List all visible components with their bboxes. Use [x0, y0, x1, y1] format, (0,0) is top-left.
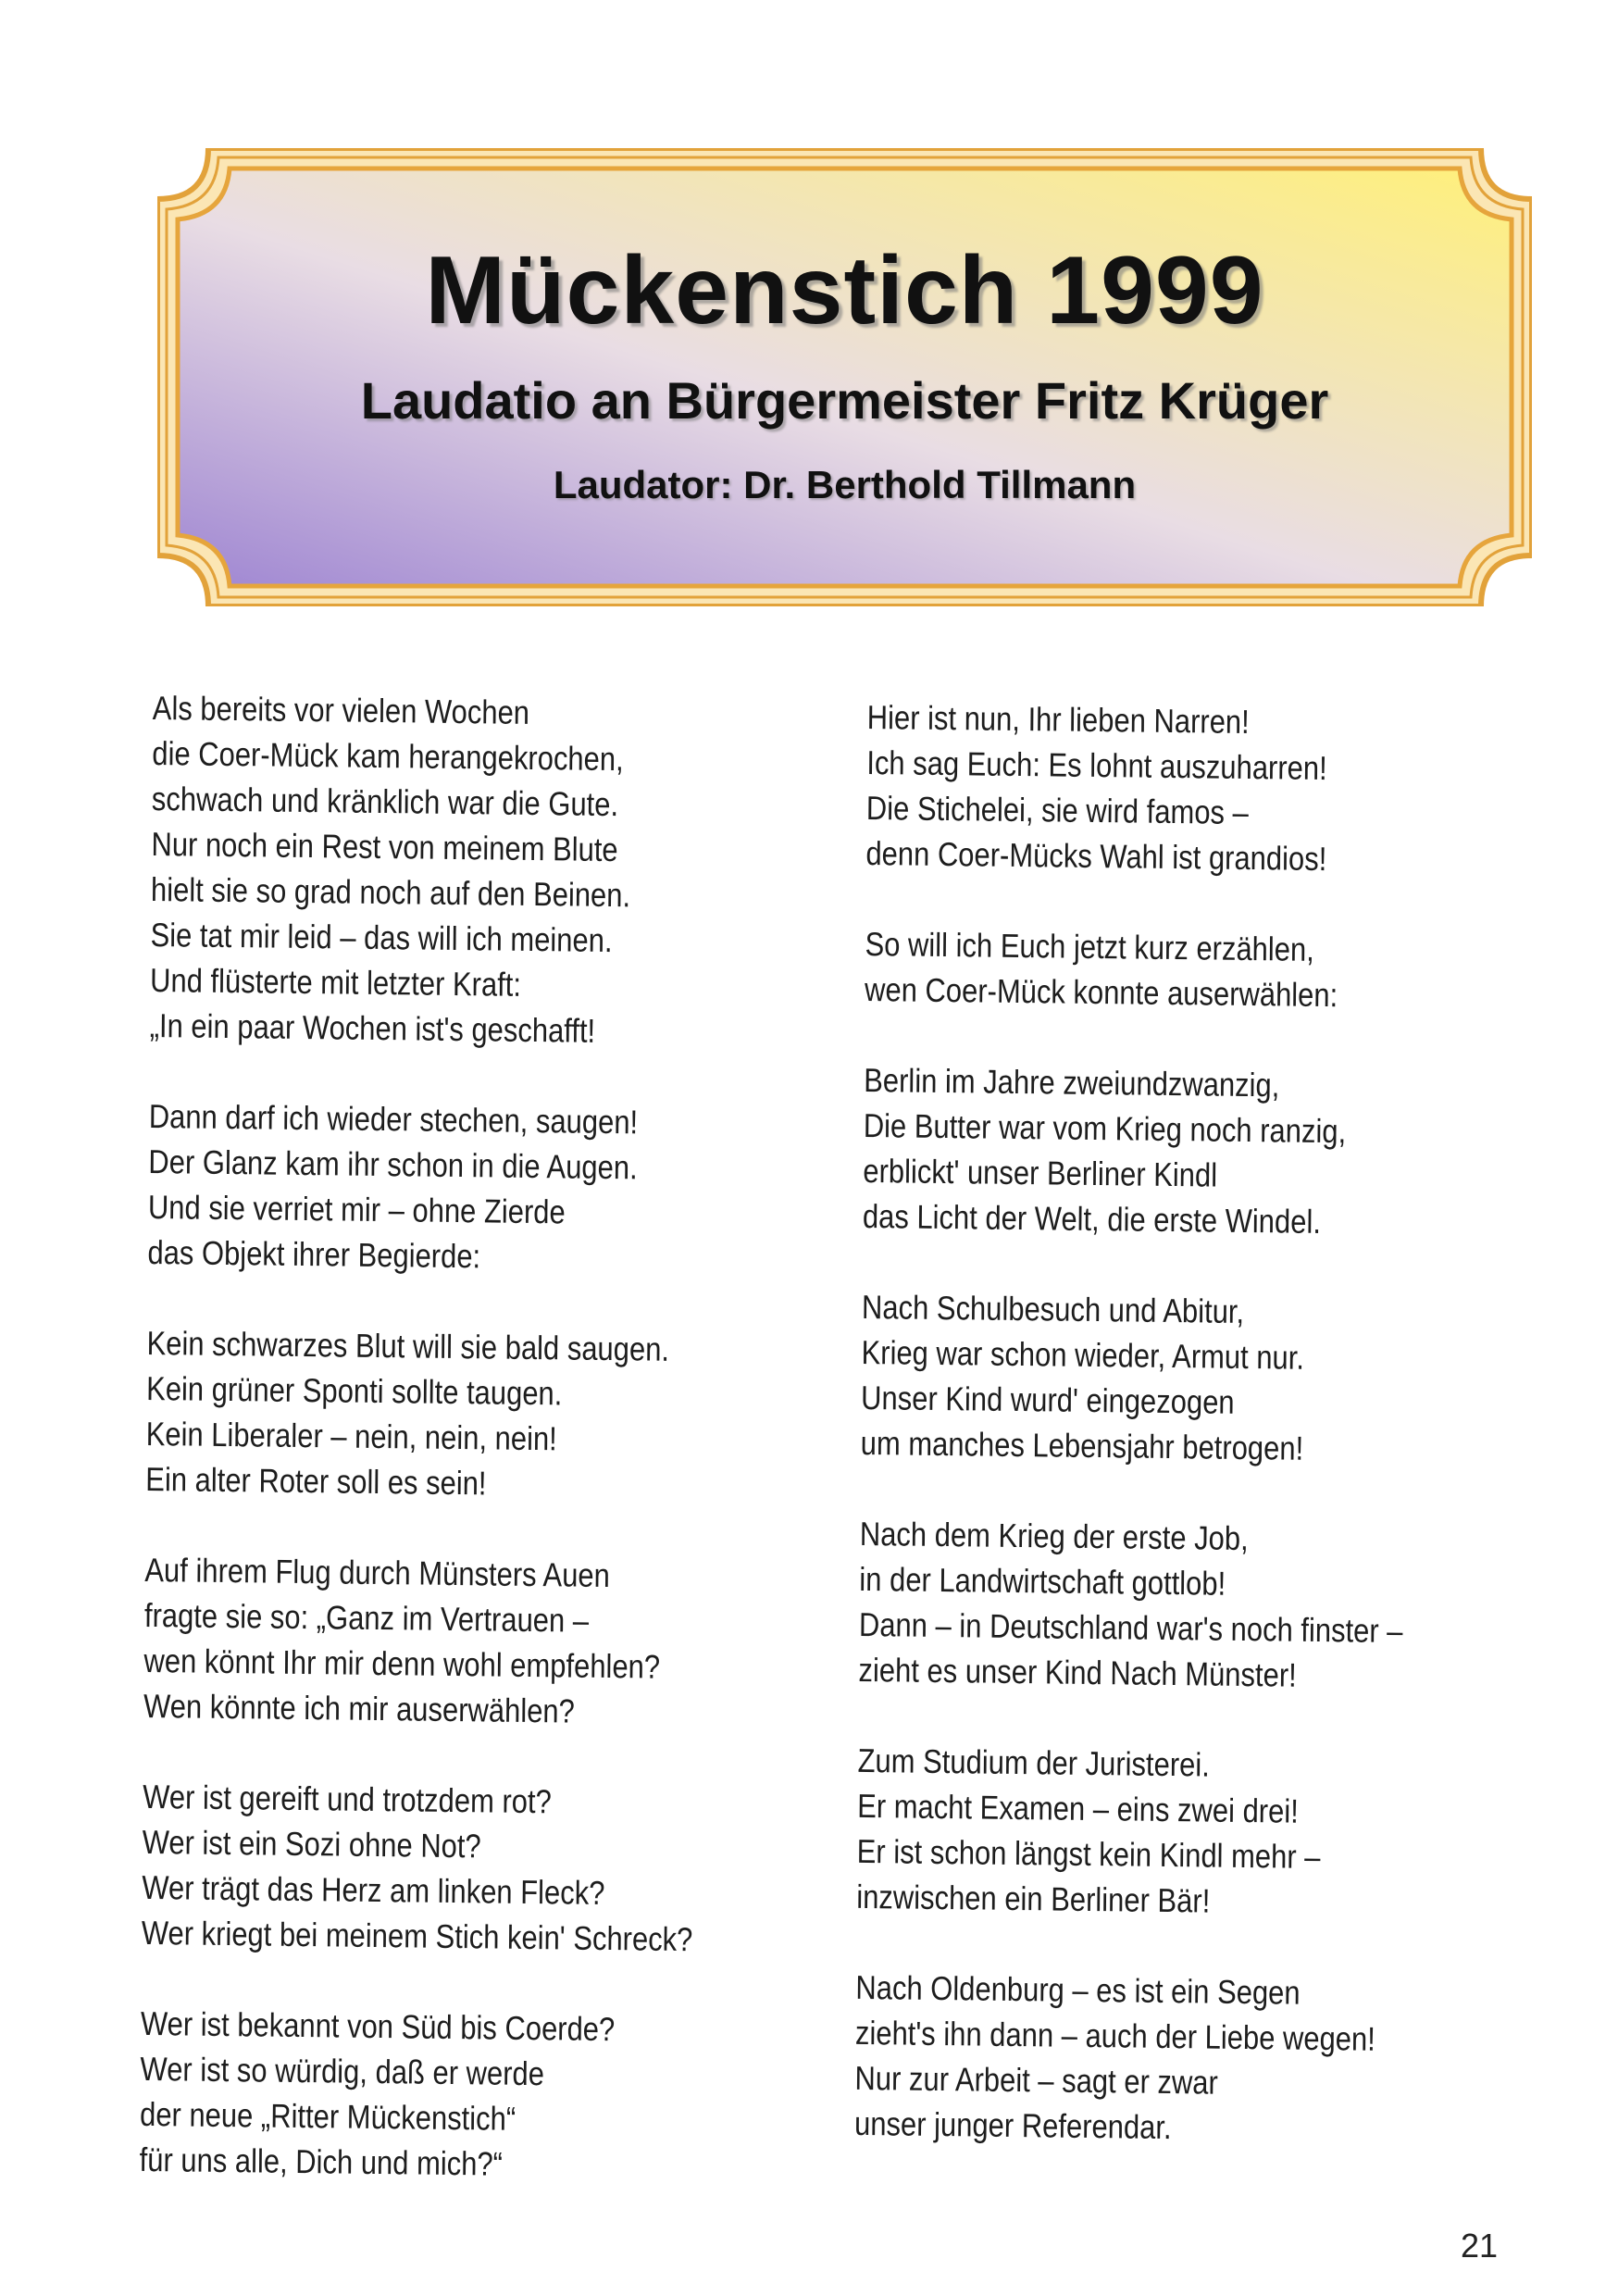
- poem-line: Kein grüner Sponti sollte taugen.: [145, 1368, 563, 1413]
- poem-line: erblickt' unser Berliner Kindl: [863, 1151, 1218, 1194]
- poem-line: das Licht der Welt, die erste Windel.: [862, 1196, 1322, 1241]
- poem-line: Nach Schulbesuch und Abitur,: [861, 1287, 1245, 1330]
- stanza: [856, 1738, 1431, 1927]
- poem-line: denn Coer-Mücks Wahl ist grandios!: [865, 833, 1327, 879]
- poem-line: Wen könnte ich mir auserwählen?: [143, 1686, 576, 1730]
- stanza: [145, 1320, 720, 1509]
- stanza: [139, 2001, 714, 2190]
- stanza: [863, 1057, 1438, 1246]
- poem-line: Als bereits vor vielen Wochen: [152, 688, 530, 731]
- title-banner: [157, 148, 1532, 606]
- poem-line: Die Butter war vom Krieg noch ranzig,: [863, 1105, 1347, 1151]
- poem-line: Ein alter Roter soll es sein!: [145, 1459, 487, 1503]
- poem-line: das Objekt ihrer Begierde:: [147, 1232, 481, 1276]
- poem-line: Nur zur Arbeit – sagt er zwar: [854, 2058, 1219, 2102]
- poem-line: „In ein paar Wochen ist's geschafft!: [149, 1005, 596, 1050]
- poem-line: Dann – in Deutschland war's noch finster –: [858, 1604, 1403, 1651]
- poem-line: der neue „Ritter Mückenstich“: [139, 2094, 517, 2138]
- page-number: 21: [1460, 2227, 1498, 2265]
- poem-line: für uns alle, Dich und mich?“: [139, 2140, 504, 2183]
- poem-line: Nach dem Krieg der erste Job,: [859, 1514, 1249, 1558]
- poem-line: Wer ist ein Sozi ohne Not?: [142, 1822, 481, 1866]
- poem-line: Wer ist bekannt von Süd bis Coerde?: [140, 2003, 616, 2049]
- poem-line: hielt sie so grad noch auf den Beinen.: [150, 869, 631, 915]
- page-subtitle: Laudatio an Bürgermeister Fritz Krüger: [360, 371, 1329, 430]
- poem-line: Wer trägt das Herz am linken Fleck?: [142, 1867, 605, 1913]
- poem-line: fragte sie so: „Ganz im Vertrauen –: [143, 1595, 590, 1640]
- poem-line: Berlin im Jahre zweiundzwanzig,: [864, 1060, 1280, 1104]
- stanza: [147, 1093, 722, 1282]
- laudator-line: Laudator: Dr. Berthold Tillmann: [553, 463, 1137, 506]
- poem-line: zieht's ihn dann – auch der Liebe wegen!: [854, 2013, 1376, 2058]
- poem-line: Und sie verriet mir – ohne Zierde: [147, 1187, 566, 1231]
- stanza: [865, 921, 1438, 1019]
- stanza: [860, 1284, 1435, 1473]
- poem-line: Krieg war schon wieder, Armut nur.: [861, 1332, 1305, 1377]
- poem-line: Dann darf ich wieder stechen, saugen!: [148, 1096, 639, 1142]
- poem-column-left: [139, 685, 726, 2234]
- poem-line: schwach und kränklich war die Gute.: [151, 779, 619, 824]
- poem-line: Unser Kind wurd' eingezogen: [860, 1378, 1235, 1421]
- poem-line: Kein Liberaler – nein, nein, nein!: [145, 1414, 557, 1458]
- stanza: [865, 694, 1440, 883]
- poem-line: Die Stichelei, sie wird famos –: [865, 788, 1250, 832]
- poem-line: Zum Studium der Juristerei.: [857, 1741, 1211, 1784]
- poem-line: Hier ist nun, Ihr lieben Narren!: [866, 697, 1250, 742]
- poem-line: Sie tat mir leid – das will ich meinen.: [150, 915, 613, 960]
- stanza: [143, 1547, 718, 1736]
- poem-line: So will ich Euch jetzt kurz erzählen,: [865, 924, 1314, 968]
- poem-line: die Coer-Mück kam herangekrochen,: [152, 733, 624, 779]
- poem-line: Ich sag Euch: Es lohnt auszuharren!: [866, 742, 1327, 788]
- stanza: [858, 1511, 1433, 1700]
- poem-line: Kein schwarzes Blut will sie bald saugen.: [146, 1323, 670, 1368]
- poem-line: wen könnt Ihr mir denn wohl empfehlen?: [143, 1641, 661, 1686]
- poem-line: um manches Lebensjahr betrogen!: [860, 1423, 1304, 1467]
- poem-line: Wer ist gereift und trotzdem rot?: [143, 1777, 552, 1821]
- poem-line: Nach Oldenburg – es ist ein Segen: [855, 1967, 1301, 2012]
- poem-line: Er ist schon längst kein Kindl mehr –: [856, 1831, 1321, 1877]
- stanza: [142, 1774, 716, 1963]
- poem-line: Der Glanz kam ihr schon in die Augen.: [148, 1142, 638, 1187]
- poem-line: wen Coer-Mück konnte auserwählen:: [864, 969, 1338, 1015]
- page-title: Mückenstich 1999: [425, 237, 1264, 344]
- poem-line: Und flüsterte mit letzter Kraft:: [149, 960, 522, 1004]
- poem-line: Nur noch ein Rest von meinem Blute: [151, 824, 618, 869]
- poem-line: unser junger Referendar.: [853, 2103, 1172, 2147]
- poem-line: Wer kriegt bei meinem Stich kein' Schreck?: [141, 1913, 693, 1959]
- stanza: [854, 1965, 1429, 2153]
- stanza: [149, 685, 726, 1055]
- poem-line: inzwischen ein Berliner Bär!: [856, 1877, 1211, 1920]
- poem-column-right: [853, 694, 1440, 2198]
- poem-line: in der Landwirtschaft gottlob!: [859, 1559, 1226, 1603]
- poem-line: Wer ist so würdig, daß er werde: [140, 2049, 545, 2093]
- poem-line: zieht es unser Kind Nach Münster!: [858, 1650, 1297, 1694]
- poem-line: Er macht Examen – eins zwei drei!: [857, 1786, 1299, 1830]
- poem-line: Auf ihrem Flug durch Münsters Auen: [144, 1550, 611, 1595]
